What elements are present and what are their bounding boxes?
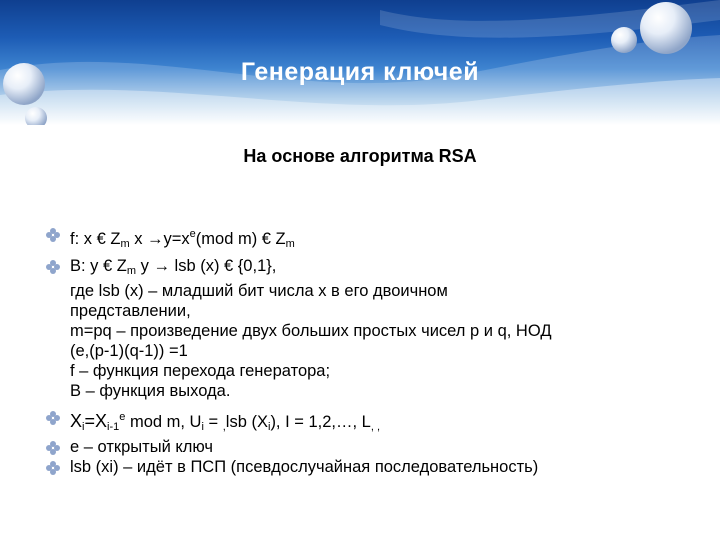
page-title: Генерация ключей — [240, 58, 480, 86]
header-banner — [0, 0, 720, 125]
subscript: , , — [370, 421, 381, 433]
text: =X — [84, 411, 107, 431]
list-item-continuation: f – функция перехода генератора; — [70, 362, 331, 380]
text: e – открытый ключ — [70, 438, 214, 456]
superscript: e — [119, 411, 126, 423]
list-item — [46, 457, 706, 477]
text: lsb (X — [225, 413, 268, 431]
text: x — [129, 230, 148, 248]
subscript: m — [120, 238, 130, 250]
subscript: , — [222, 421, 226, 433]
subtitle: На основе алгоритма RSA — [243, 146, 477, 166]
subscript: i — [82, 421, 85, 433]
diamond-bullet-icon — [46, 411, 60, 425]
text: = — [203, 413, 223, 431]
subscript: i — [201, 421, 204, 433]
list-item-continuation: представлении, — [70, 302, 191, 320]
diamond-bullet-icon — [46, 228, 60, 242]
text: X — [70, 411, 83, 431]
list-item — [46, 224, 706, 254]
arrow-icon: → — [153, 257, 170, 275]
list-item-continuation: B – функция выхода. — [70, 382, 231, 400]
text: B: y € Z — [70, 257, 127, 275]
subscript: m — [285, 238, 295, 250]
diamond-bullet-icon — [46, 461, 60, 475]
list-item — [46, 256, 706, 281]
text: mod m, U — [125, 413, 202, 431]
diamond-bullet-icon — [46, 260, 60, 274]
text: y — [136, 257, 154, 275]
text: lsb (x) € {0,1}, — [169, 257, 277, 275]
subscript: i — [267, 421, 271, 433]
diamond-bullet-icon — [46, 441, 60, 455]
superscript: e — [189, 228, 196, 240]
list-item-continuation: где lsb (x) – младший бит числа x в его двоичном — [70, 282, 448, 300]
list-item — [46, 407, 706, 437]
list-item-continuation: (e,(p-1)(q-1)) =1 — [70, 342, 188, 360]
content-list — [46, 224, 706, 477]
text: (mod m) € Z — [195, 230, 286, 248]
text: f: x € Z — [70, 230, 121, 248]
text: ), I = 1,2,…, L — [270, 413, 371, 431]
text: y=x — [163, 230, 190, 248]
arrow-icon: → — [147, 230, 164, 248]
list-item-continuation: m=pq – произведение двух больших простых чисел p и q, НОД — [70, 322, 552, 340]
subscript: i-1 — [107, 421, 120, 433]
text: lsb (xi) – идёт в ПСП (псевдослучайная последовательность) — [70, 458, 539, 476]
subscript: m — [126, 265, 137, 277]
list-item — [46, 437, 706, 457]
